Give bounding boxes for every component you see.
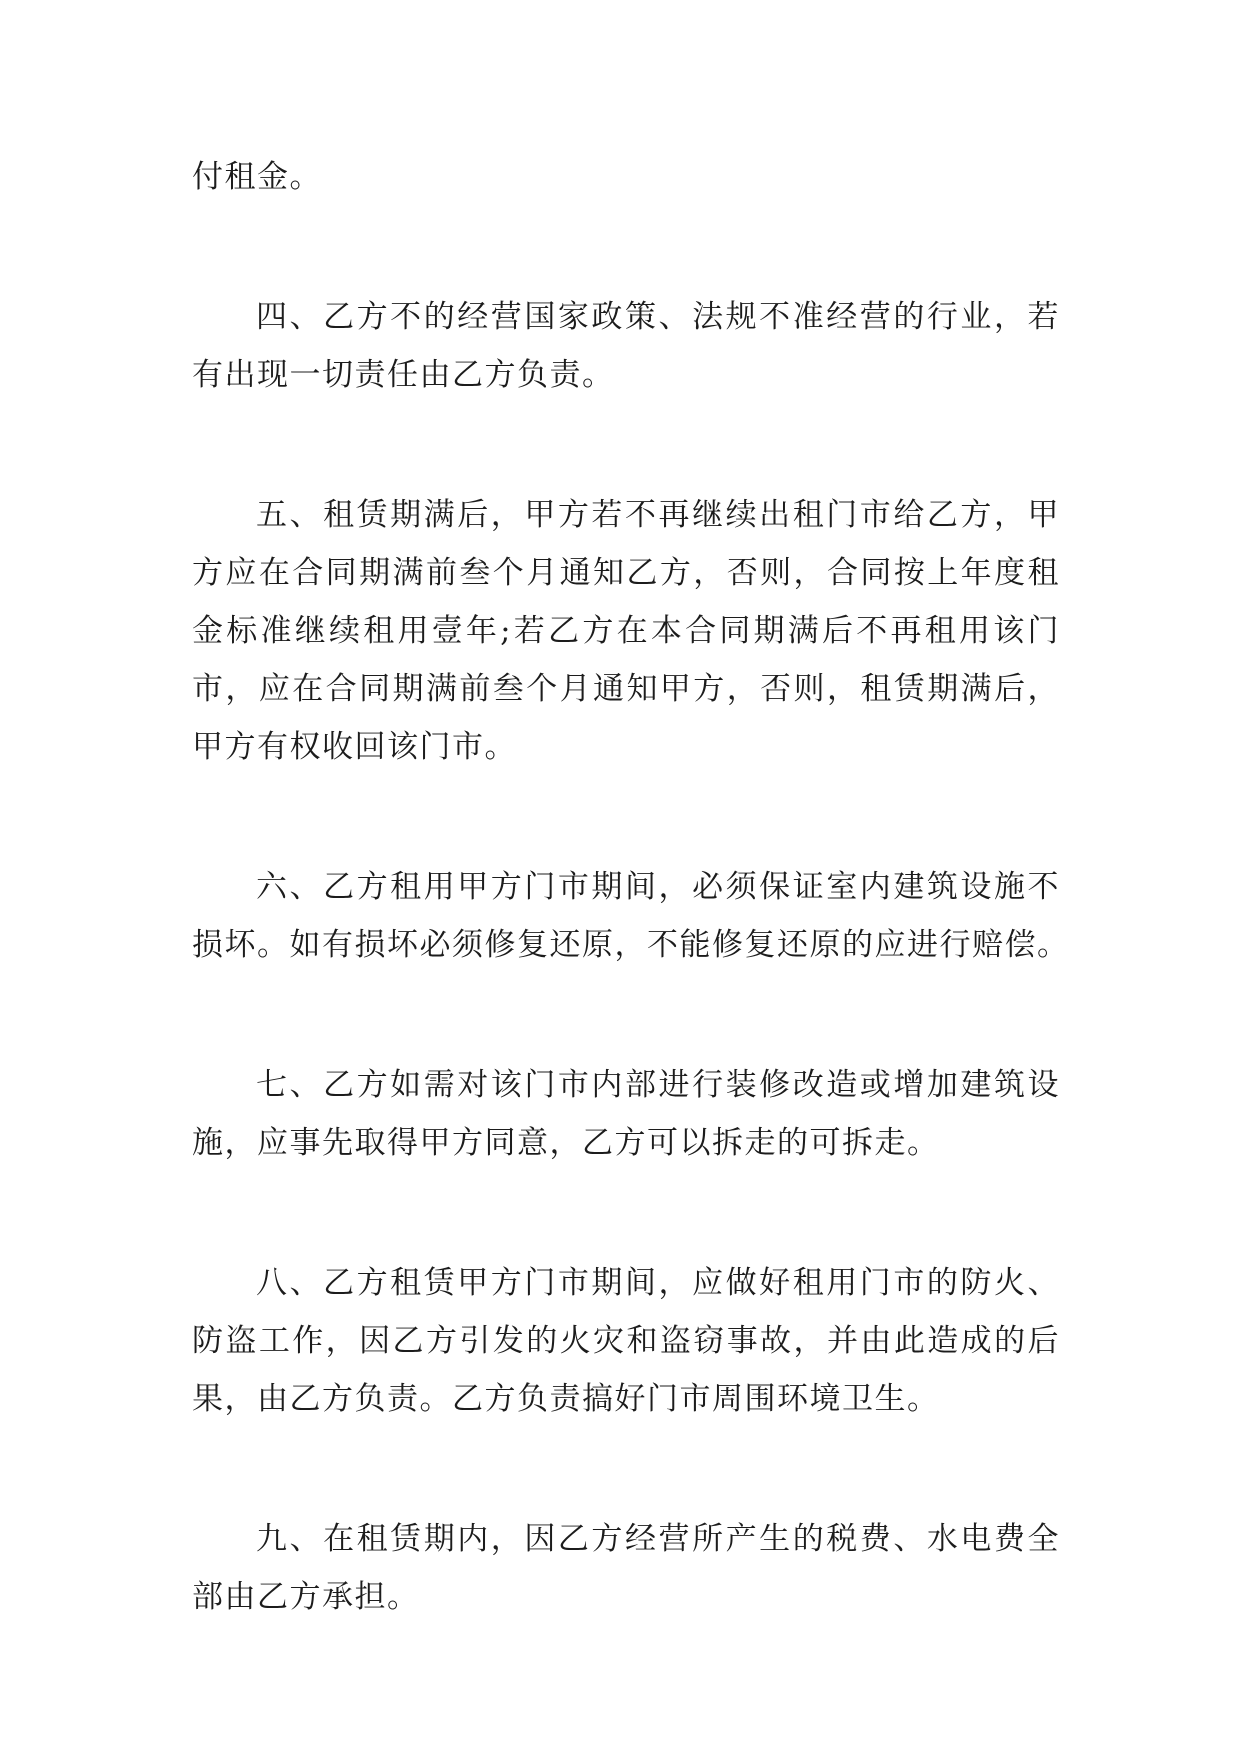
text-line: 甲方有权收回该门市。 [192, 729, 517, 765]
text-line: 方应在合同期满前叁个月通知乙方，否则，合同按上年度租 [192, 555, 1060, 591]
paragraph-clause-5 [192, 486, 1060, 776]
paragraph-rent-continuation [192, 148, 1060, 206]
text-line: 金标准继续租用壹年;若乙方在本合同期满后不再租用该门 [192, 613, 1060, 649]
document-body [192, 148, 1070, 1708]
text-line: 部由乙方承担。 [192, 1579, 420, 1615]
paragraph-clause-7 [192, 1056, 1060, 1172]
text-line: 市，应在合同期满前叁个月通知甲方，否则，租赁期满后， [192, 671, 1060, 707]
text-line: 四、乙方不的经营国家政策、法规不准经营的行业，若 [256, 299, 1060, 335]
text-line: 付租金。 [192, 159, 322, 195]
text-line: 六、乙方租用甲方门市期间，必须保证室内建筑设施不 [256, 869, 1060, 905]
text-line: 损坏。如有损坏必须修复还原，不能修复还原的应进行赔偿。 [192, 927, 1070, 963]
text-line: 五、租赁期满后，甲方若不再继续出租门市给乙方，甲 [256, 497, 1060, 533]
text-line: 七、乙方如需对该门市内部进行装修改造或增加建筑设 [256, 1067, 1060, 1103]
text-line: 果，由乙方负责。乙方负责搞好门市周围环境卫生。 [192, 1381, 940, 1417]
text-line: 有出现一切责任由乙方负责。 [192, 357, 615, 393]
text-line: 防盗工作，因乙方引发的火灾和盗窃事故，并由此造成的后 [192, 1323, 1060, 1359]
text-line: 施，应事先取得甲方同意，乙方可以拆走的可拆走。 [192, 1125, 940, 1161]
text-line: 八、乙方租赁甲方门市期间，应做好租用门市的防火、 [256, 1265, 1060, 1301]
paragraph-clause-4 [192, 288, 1060, 404]
text-line: 九、在租赁期内，因乙方经营所产生的税费、水电费全 [256, 1521, 1060, 1557]
paragraph-clause-6 [192, 858, 1070, 974]
paragraph-clause-8 [192, 1254, 1060, 1428]
paragraph-clause-9 [192, 1510, 1060, 1626]
